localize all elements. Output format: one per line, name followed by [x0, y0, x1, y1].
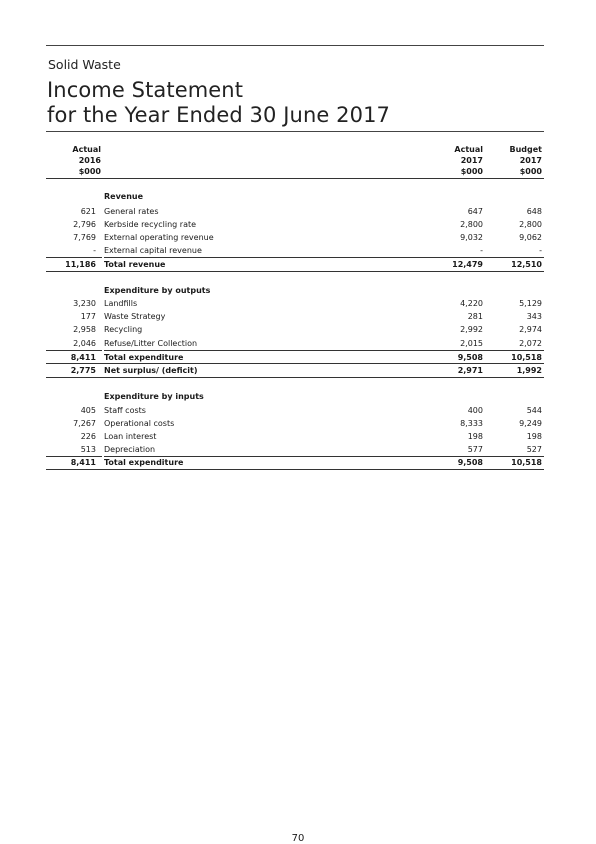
cell-budget: 2,800 [519, 220, 542, 229]
cell-actual: 2,800 [460, 220, 483, 229]
cell-label: Kerbside recycling rate [104, 220, 197, 229]
cell-actual: 9,508 [457, 353, 483, 362]
cell-prev: 2,775 [70, 366, 96, 375]
table-row [0, 297, 596, 310]
title-rule [46, 131, 544, 132]
column-header-actual [423, 144, 483, 177]
column-header-line: 2017 [519, 156, 542, 165]
cell-budget: 343 [526, 312, 542, 321]
cell-prev: 3,230 [73, 299, 96, 308]
cell-budget: 198 [526, 432, 542, 441]
cell-prev: 8,411 [70, 353, 96, 362]
cell-actual: 12,479 [452, 260, 483, 269]
cell-budget: 527 [526, 445, 542, 454]
column-header-line: Actual [72, 145, 101, 154]
cell-actual: 2,971 [457, 366, 483, 375]
cell-label: External operating revenue [104, 233, 214, 242]
table-row [0, 205, 596, 218]
cell-actual: 400 [467, 406, 483, 415]
column-header-line: Actual [454, 145, 483, 154]
cell-prev: 7,769 [73, 233, 96, 242]
section-name: Solid Waste [48, 57, 121, 72]
column-header-budget [482, 144, 542, 177]
column-header-line: $000 [519, 167, 542, 176]
cell-label: Depreciation [104, 445, 156, 454]
section-heading-inputs: Expenditure by inputs [104, 392, 204, 401]
cell-budget: 2,974 [519, 325, 542, 334]
cell-label: External capital revenue [104, 246, 202, 255]
total-underline [46, 271, 544, 272]
cell-label: Total revenue [104, 260, 166, 269]
cell-label: Recycling [104, 325, 143, 334]
column-header-line: Budget [509, 145, 542, 154]
cell-actual: 9,032 [460, 233, 483, 242]
cell-budget: 5,129 [519, 299, 542, 308]
cell-actual: 9,508 [457, 458, 483, 467]
cell-prev: 11,186 [65, 260, 96, 269]
table-row [0, 231, 596, 244]
cell-prev: 177 [80, 312, 96, 321]
table-row [0, 244, 596, 257]
cell-label: General rates [104, 207, 159, 216]
total-row [0, 258, 596, 271]
header-underline [46, 178, 544, 179]
cell-budget: 544 [526, 406, 542, 415]
cell-prev: 7,267 [73, 419, 96, 428]
table-row [0, 218, 596, 231]
cell-prev: - [93, 246, 96, 255]
top-rule [46, 45, 544, 46]
section-heading-outputs: Expenditure by outputs [104, 286, 211, 295]
table-row [0, 323, 596, 336]
cell-actual: 647 [467, 207, 483, 216]
cell-budget: 10,518 [511, 458, 542, 467]
page-subtitle: for the Year Ended 30 June 2017 [47, 103, 391, 127]
cell-actual: 281 [467, 312, 483, 321]
cell-label: Operational costs [104, 419, 175, 428]
cell-label: Staff costs [104, 406, 146, 415]
cell-label: Net surplus/ (deficit) [104, 366, 198, 375]
cell-label: Refuse/Litter Collection [104, 339, 198, 348]
cell-budget: 10,518 [511, 353, 542, 362]
table-row [0, 310, 596, 323]
cell-prev: 405 [80, 406, 96, 415]
cell-budget: 1,992 [516, 366, 542, 375]
table-row [0, 404, 596, 417]
column-header-line: $000 [460, 167, 483, 176]
cell-budget: 9,062 [519, 233, 542, 242]
column-header-line: $000 [78, 167, 101, 176]
cell-budget: 648 [526, 207, 542, 216]
cell-budget: 2,072 [519, 339, 542, 348]
page-title: Income Statement [47, 78, 244, 102]
cell-actual: 2,015 [460, 339, 483, 348]
column-header-line: 2016 [78, 156, 101, 165]
total-row [0, 456, 596, 469]
cell-actual: 8,333 [460, 419, 483, 428]
cell-label: Waste Strategy [104, 312, 166, 321]
cell-label: Loan interest [104, 432, 157, 441]
cell-prev: 2,046 [73, 339, 96, 348]
table-row [0, 430, 596, 443]
cell-label: Landfills [104, 299, 138, 308]
cell-prev: 8,411 [70, 458, 96, 467]
table-row [0, 443, 596, 456]
cell-actual: - [480, 246, 483, 255]
cell-label: Total expenditure [104, 353, 184, 362]
table-row [0, 337, 596, 350]
net-surplus-row [0, 364, 596, 377]
cell-prev: 513 [80, 445, 96, 454]
cell-prev: 226 [80, 432, 96, 441]
cell-actual: 2,992 [460, 325, 483, 334]
column-header-line: 2017 [460, 156, 483, 165]
total-underline [46, 469, 544, 470]
cell-budget: 9,249 [519, 419, 542, 428]
cell-prev: 2,958 [73, 325, 96, 334]
net-underline [46, 377, 544, 378]
cell-budget: - [539, 246, 542, 255]
cell-actual: 577 [467, 445, 483, 454]
section-heading-revenue: Revenue [104, 192, 144, 201]
cell-prev: 2,796 [73, 220, 96, 229]
table-row [0, 417, 596, 430]
cell-budget: 12,510 [511, 260, 542, 269]
page-number: 70 [291, 833, 305, 844]
cell-label: Total expenditure [104, 458, 184, 467]
cell-actual: 4,220 [460, 299, 483, 308]
cell-prev: 621 [80, 207, 96, 216]
column-header-prev-year [41, 144, 101, 177]
cell-actual: 198 [467, 432, 483, 441]
